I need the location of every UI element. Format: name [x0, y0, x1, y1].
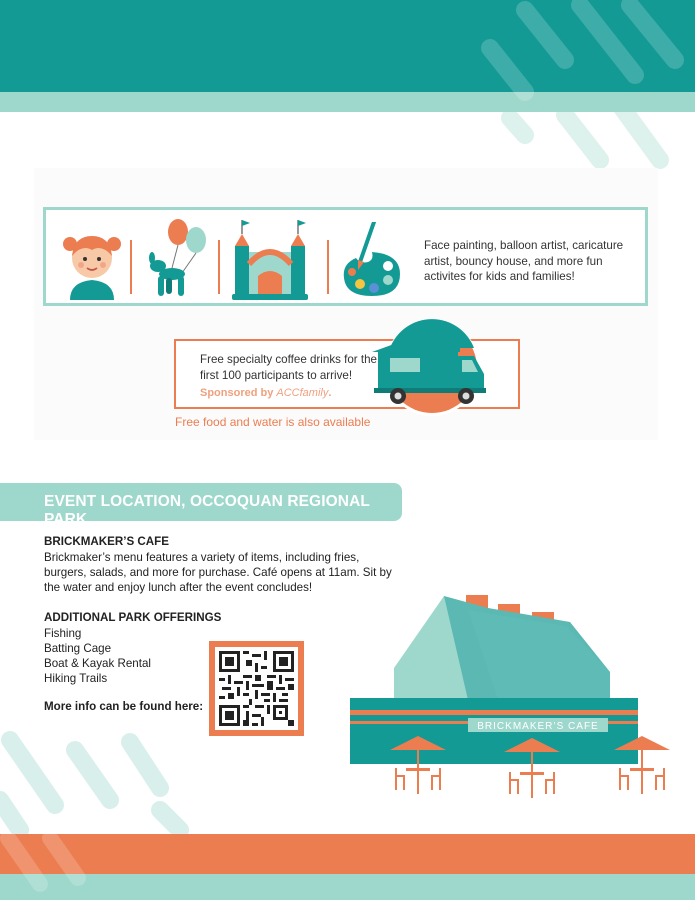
cafe-heading: BRICKMAKER’S CAFE: [44, 535, 169, 548]
decorative-stripes-footer: [0, 834, 90, 900]
list-item: Hiking Trails: [44, 672, 108, 685]
divider: [130, 240, 132, 294]
location-banner: [0, 483, 402, 528]
more-info-label: More info can be found here:: [44, 700, 204, 713]
qr-code-icon: [219, 651, 294, 726]
girl-face-icon: [62, 230, 122, 302]
sponsor-suffix: .: [328, 387, 332, 399]
cafe-building-icon: [348, 590, 673, 802]
sponsor-prefix: Sponsored by: [200, 387, 274, 399]
decorative-stripes-bottom: [0, 730, 200, 840]
paint-palette-icon: [338, 222, 406, 300]
cafe-sign: BRICKMAKER’S CAFE: [477, 721, 599, 732]
activities-box: [43, 207, 648, 306]
footer-band: [0, 834, 695, 874]
decorative-stripes-top: [470, 0, 695, 180]
activities-description: Face painting, balloon artist, caricature artist, bouncy house, and more fun activites for kids and families!: [424, 239, 624, 284]
divider: [218, 240, 220, 294]
list-item: Batting Cage: [44, 642, 112, 655]
qr-code-frame[interactable]: [209, 641, 304, 736]
bouncy-castle-icon: [232, 216, 310, 300]
list-item: Fishing: [44, 627, 82, 640]
sponsor-name: ACCfamily: [276, 387, 329, 399]
balloon-dog-icon: [142, 218, 212, 302]
sponsor-line: [200, 387, 331, 399]
offerings-heading: ADDITIONAL PARK OFFERINGS: [44, 611, 222, 624]
divider: [327, 240, 329, 294]
food-truck-icon: [370, 318, 496, 418]
coffee-offer-text: Free specialty coffee drinks for the first 100 participants to arrive!: [200, 353, 377, 382]
free-food-note: Free food and water is also available: [175, 415, 371, 429]
cafe-description: Brickmaker’s menu features a variety of items, including fries, burgers, salads, and more for purchase. Café opens at 11am. Sit by the water and enjoy lunch after the event concludes!: [44, 551, 392, 594]
location-title: EVENT LOCATION, OCCOQUAN REGIONAL PARK: [44, 493, 370, 528]
offerings-list: [44, 626, 151, 686]
footer-stripe: [0, 874, 695, 900]
list-item: Boat & Kayak Rental: [44, 657, 151, 670]
